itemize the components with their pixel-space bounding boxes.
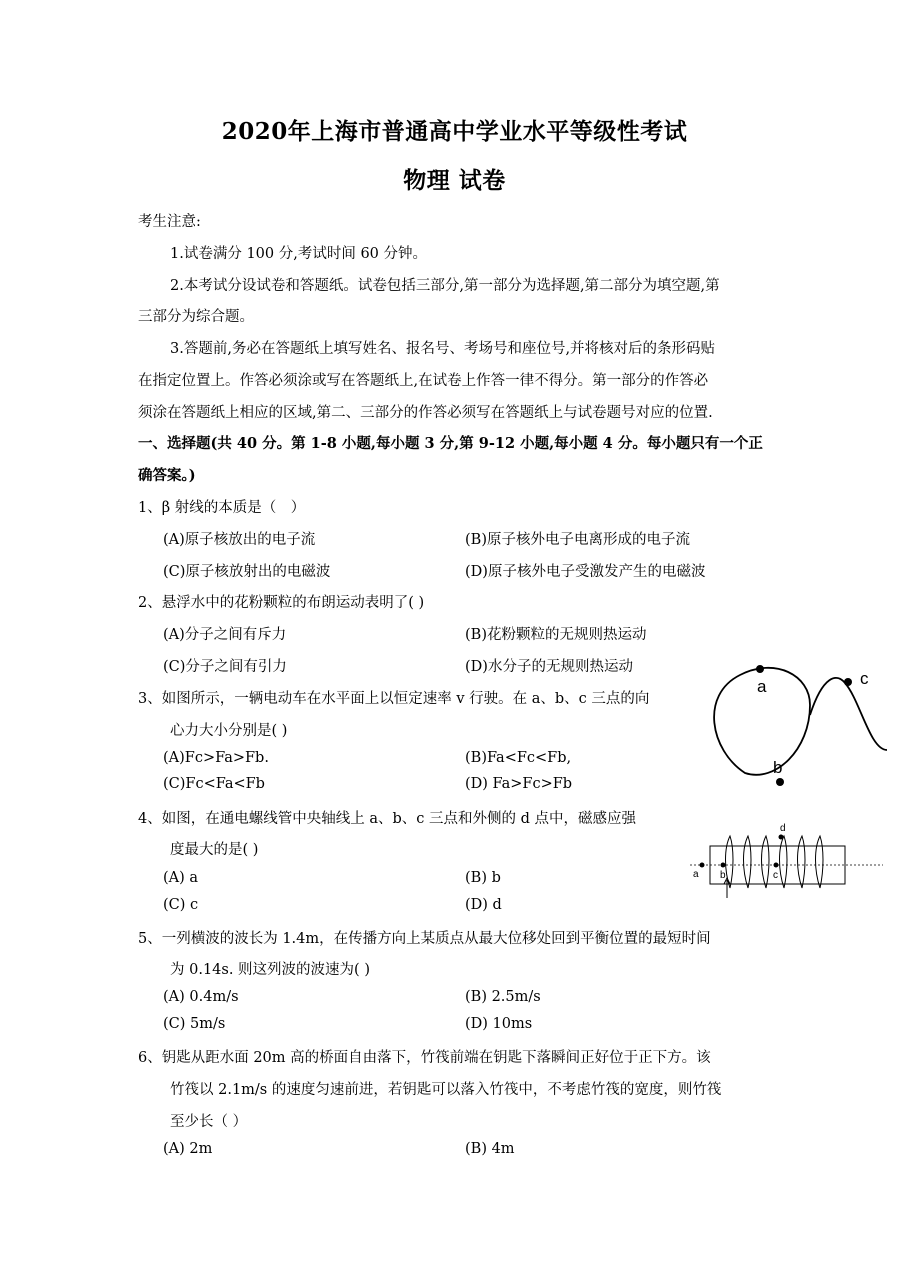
notice-item-2-line-1: 2.本考试分设试卷和答题纸。试卷包括三部分,第一部分为选择题,第二部分为填空题,第 (170, 278, 720, 294)
track-hill-path (810, 678, 887, 750)
label-b: b (720, 870, 726, 881)
track-figure (705, 655, 900, 795)
notice-item-2-line-2: 三部分为综合题。 (138, 309, 254, 325)
point-b-marker (776, 778, 784, 786)
question-3-option-a: (A)Fc>Fa>Fb. (163, 750, 269, 766)
solenoid-figure (688, 820, 888, 898)
question-4-stem-line-2: 度最大的是( ) (170, 842, 259, 858)
question-1-option-c: (C)原子核放射出的电磁波 (163, 564, 331, 580)
section-1-heading-line-1: 一、选择题(共 40 分。第 1-8 小题,每小题 3 分,第 9-12 小题,每小题 4 分。每小题只有一个正 (138, 435, 763, 452)
point-d-marker (779, 835, 784, 840)
question-6-option-b: (B) 4m (465, 1141, 515, 1157)
question-2-option-a: (A)分子之间有斥力 (163, 627, 287, 643)
label-c: c (860, 669, 869, 688)
question-5-stem-line-1: 5、一列横波的波长为 1.4m，在传播方向上某质点从最大位移处回到平衡位置的最短时间 (138, 931, 711, 947)
question-3-stem-line-2: 心力大小分别是( ) (170, 723, 288, 739)
label-a: a (693, 869, 699, 880)
question-3-option-d: (D) Fa>Fc>Fb (465, 776, 573, 792)
question-5-stem-line-2: 为 0.14s. 则这列波的波速为( ) (170, 962, 370, 978)
question-2-option-c: (C)分子之间有引力 (163, 659, 287, 675)
question-5-option-b: (B) 2.5m/s (465, 989, 541, 1005)
point-b-marker (721, 863, 726, 868)
question-2-option-d: (D)水分子的无规则热运动 (465, 659, 633, 675)
question-4-option-b: (B) b (465, 870, 501, 886)
question-6-stem-line-1: 6、钥匙从距水面 20m 高的桥面自由落下，竹筏前端在钥匙下落瞬间正好位于正下方。该 (138, 1050, 711, 1066)
question-2-stem: 2、悬浮水中的花粉颗粒的布朗运动表明了( ) (138, 595, 425, 611)
question-6-stem-line-2: 竹筏以 2.1m/s 的速度匀速前进，若钥匙可以落入竹筏中，不考虑竹筏的宽度，则竹筏 (170, 1082, 722, 1098)
question-1-option-d: (D)原子核外电子受激发产生的电磁波 (465, 564, 706, 580)
question-4-option-a: (A) a (163, 870, 199, 886)
page-subtitle: 物理 试卷 (403, 167, 506, 194)
question-5-option-c: (C) 5m/s (163, 1016, 226, 1032)
question-5-option-a: (A) 0.4m/s (163, 989, 239, 1005)
label-c: c (773, 870, 778, 881)
label-a: a (757, 677, 767, 696)
label-d: d (780, 823, 786, 834)
page-title: 2020年上海市普通高中学业水平等级性考试 (221, 118, 688, 145)
question-3-option-c: (C)Fc<Fa<Fb (163, 776, 265, 792)
question-4-option-c: (C) c (163, 897, 199, 913)
question-3-stem-line-1: 3、如图所示，一辆电动车在水平面上以恒定速率 v 行驶。在 a、b、c 三点的向 (138, 691, 650, 707)
point-a-marker (700, 863, 705, 868)
question-6-option-a: (A) 2m (163, 1141, 213, 1157)
notice-item-3-line-3: 须涂在答题纸上相应的区域,第二、三部分的作答必须写在答题纸上与试卷题号对应的位置. (138, 405, 713, 421)
question-1-option-a: (A)原子核放出的电子流 (163, 532, 316, 548)
notice-item-1: 1.试卷满分 100 分,考试时间 60 分钟。 (170, 246, 428, 262)
label-b: b (773, 758, 783, 777)
question-1-option-b: (B)原子核外电子电离形成的电子流 (465, 532, 690, 548)
question-5-option-d: (D) 10ms (465, 1016, 533, 1032)
point-c-marker (844, 678, 852, 686)
question-4-stem-line-1: 4、如图，在通电螺线管中央轴线上 a、b、c 三点和外侧的 d 点中，磁感应强 (138, 811, 636, 827)
point-a-marker (756, 665, 764, 673)
question-2-option-b: (B)花粉颗粒的无规则热运动 (465, 627, 647, 643)
section-1-heading-line-2: 确答案。) (138, 467, 196, 484)
question-1-stem: 1、β 射线的本质是（ ） (138, 500, 306, 516)
question-6-stem-line-3: 至少长（ ） (170, 1114, 248, 1130)
notice-item-3-line-1: 3.答题前,务必在答题纸上填写姓名、报名号、考场号和座位号,并将核对后的条形码贴 (170, 341, 716, 357)
point-c-marker (774, 863, 779, 868)
notice-heading: 考生注意: (138, 214, 201, 230)
question-4-option-d: (D) d (465, 897, 502, 913)
notice-item-3-line-2: 在指定位置上。作答必须涂或写在答题纸上,在试卷上作答一律不得分。第一部分的作答必 (138, 373, 709, 389)
question-3-option-b: (B)Fa<Fc<Fb, (465, 750, 572, 766)
